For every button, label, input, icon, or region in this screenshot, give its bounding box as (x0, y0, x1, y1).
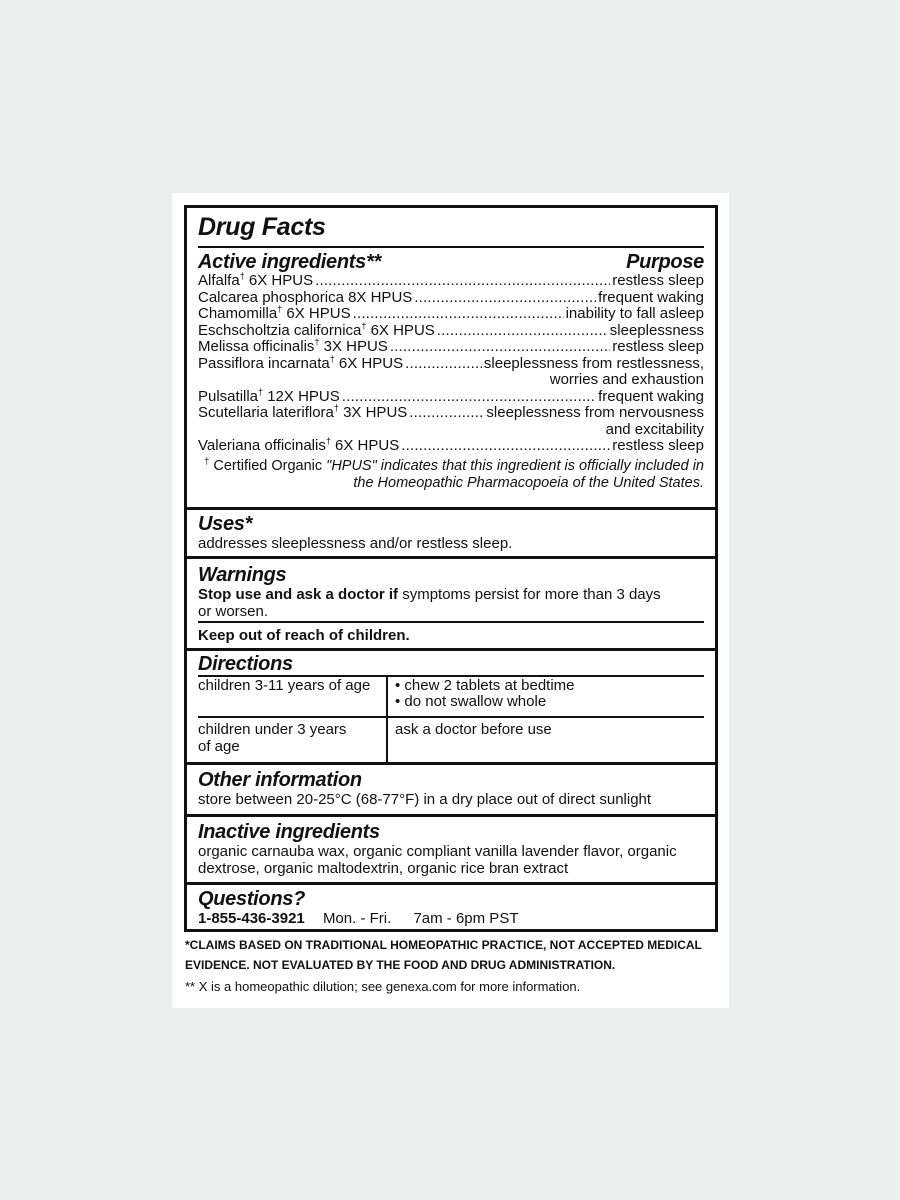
storage-text: store between 20-25°C (68-77°F) in a dry place out of direct sunlight (198, 791, 652, 808)
ingredient-row (198, 405, 704, 422)
uses-section (187, 513, 715, 552)
inactive-ingredients-line-1: organic carnauba wax, organic compliant vanilla lavender flavor, organic (198, 843, 677, 860)
ingredient-name: Pulsatilla† 12X HPUS (198, 386, 340, 405)
instruction-swallow: • do not swallow whole (395, 693, 547, 710)
ingredient-purpose: sleeplessness from nervousness (486, 404, 704, 421)
other-information-heading: Other information (198, 769, 362, 791)
instruction-chew: • chew 2 tablets at bedtime (395, 677, 575, 694)
ingredient-name: Alfalfa† 6X HPUS (198, 271, 314, 289)
warnings-heading: Warnings (198, 564, 287, 586)
dot-leader (405, 356, 482, 373)
active-ingredients-section (187, 251, 715, 492)
dot-leader (342, 389, 596, 406)
ingredient-row (198, 353, 704, 373)
warnings-divider (198, 621, 704, 623)
ingredient-purpose: restless sleep (612, 272, 704, 289)
ingredient-name: Eschscholtzia californica† 6X HPUS (198, 320, 435, 339)
ingredient-row (198, 438, 704, 455)
dot-leader (437, 323, 608, 340)
note-dagger: † (204, 455, 210, 466)
dilution-footnote: ** X is a homeopathic dilution; see genexa.com for more information. (185, 979, 581, 994)
keep-out-row (187, 627, 715, 644)
uses-text: addresses sleeplessness and/or restless sleep. (198, 535, 513, 552)
ingredient-purpose: inability to fall asleep (565, 305, 704, 322)
claims-disclaimer (185, 935, 715, 975)
note-line-2: the Homeopathic Pharmacopoeia of the United States. (353, 474, 704, 491)
age-under-3-line-1: children under 3 years (198, 721, 347, 738)
questions-section (187, 888, 715, 927)
ingredient-name: Chamomilla† 6X HPUS (198, 304, 351, 322)
drug-facts-label-card (172, 193, 729, 1008)
ingredient-list (198, 273, 704, 455)
stop-use-text (198, 586, 704, 620)
warnings-section (187, 564, 715, 620)
ingredient-name: Valeriana officinalis† 6X HPUS (198, 436, 400, 454)
ingredient-purpose-continued: worries and exhaustion (549, 371, 704, 388)
note-certified: Certified Organic (209, 457, 327, 474)
ingredient-name: Scutellaria lateriflora† 3X HPUS (198, 403, 408, 421)
dot-leader (409, 405, 484, 422)
dot-leader (315, 273, 610, 290)
ingredient-row (198, 290, 704, 307)
drug-facts-header (187, 212, 715, 242)
ingredient-row (198, 339, 704, 356)
section-divider (187, 814, 715, 817)
ingredient-purpose: restless sleep (612, 437, 704, 454)
ingredient-row (198, 273, 704, 290)
ingredient-purpose: sleeplessness from restlessness, (483, 354, 704, 372)
dot-leader (390, 339, 610, 356)
ingredient-name: Passiflora incarnata† 6X HPUS (198, 353, 404, 372)
section-divider (187, 507, 715, 510)
ingredient-name: Calcarea phosphorica 8X HPUS (198, 288, 413, 306)
title-divider (198, 246, 704, 248)
contact-row (198, 910, 704, 927)
age-under-3-line-2: of age (198, 738, 240, 755)
keep-out-text: Keep out of reach of children. (198, 627, 410, 644)
phone-number[interactable]: 1-855-436-3921 (198, 910, 305, 927)
other-information-section (187, 769, 715, 808)
section-divider (187, 556, 715, 559)
ingredient-purpose: frequent waking (598, 387, 704, 405)
purpose-heading: Purpose (626, 251, 704, 273)
drug-facts-panel (184, 205, 718, 932)
stop-use-line-1: symptoms persist for more than 3 days (398, 586, 661, 603)
ingredient-purpose: frequent waking (598, 288, 704, 306)
stop-use-line-2: or worsen. (198, 603, 269, 620)
ingredient-purpose: restless sleep (612, 338, 704, 355)
ingredient-row (198, 320, 704, 340)
drug-facts-title: Drug Facts (198, 213, 326, 241)
directions-age-cell: children 3-11 years of age (198, 677, 371, 694)
hpus-note (198, 455, 704, 492)
claims-line-1: *CLAIMS BASED ON TRADITIONAL HOMEOPATHIC PRACTICE, NOT ACCEPTED MEDICAL (185, 938, 702, 952)
ingredient-purpose-continued: and excitability (605, 420, 704, 438)
inactive-ingredients-heading: Inactive ingredients (198, 821, 380, 843)
questions-heading: Questions? (198, 888, 306, 910)
active-ingredients-heading: Active ingredients** (198, 251, 381, 273)
inactive-ingredients-line-2: dextrose, organic maltodextrin, organic rice bran extract (198, 860, 569, 877)
ingredient-row (198, 386, 704, 406)
uses-heading: Uses* (198, 513, 253, 535)
inactive-ingredients-section (187, 821, 715, 877)
ingredient-name: Melissa officinalis† 3X HPUS (198, 337, 388, 355)
ingredient-row (198, 306, 704, 323)
directions-age-cell (198, 721, 388, 755)
contact-hours: 7am - 6pm PST (413, 910, 519, 927)
section-divider (187, 762, 715, 765)
contact-days: Mon. - Fri. (322, 910, 392, 927)
ingredient-purpose: sleeplessness (609, 321, 704, 339)
directions-instruction-cell: ask a doctor before use (395, 721, 552, 738)
dot-leader (401, 438, 610, 455)
dot-leader (414, 290, 596, 307)
directions-section (187, 653, 715, 675)
note-line-1: "HPUS" indicates that this ingredient is officially included in (326, 457, 704, 474)
dot-leader (353, 306, 564, 323)
directions-instruction-cell (395, 678, 575, 710)
section-divider (187, 882, 715, 885)
claims-line-2: EVIDENCE. NOT EVALUATED BY THE FOOD AND DRUG ADMINISTRATION. (185, 958, 616, 972)
directions-row-divider (198, 716, 704, 718)
directions-table (198, 676, 704, 762)
section-divider (187, 648, 715, 651)
directions-heading: Directions (198, 653, 293, 675)
stop-use-bold: Stop use and ask a doctor if (198, 586, 399, 603)
